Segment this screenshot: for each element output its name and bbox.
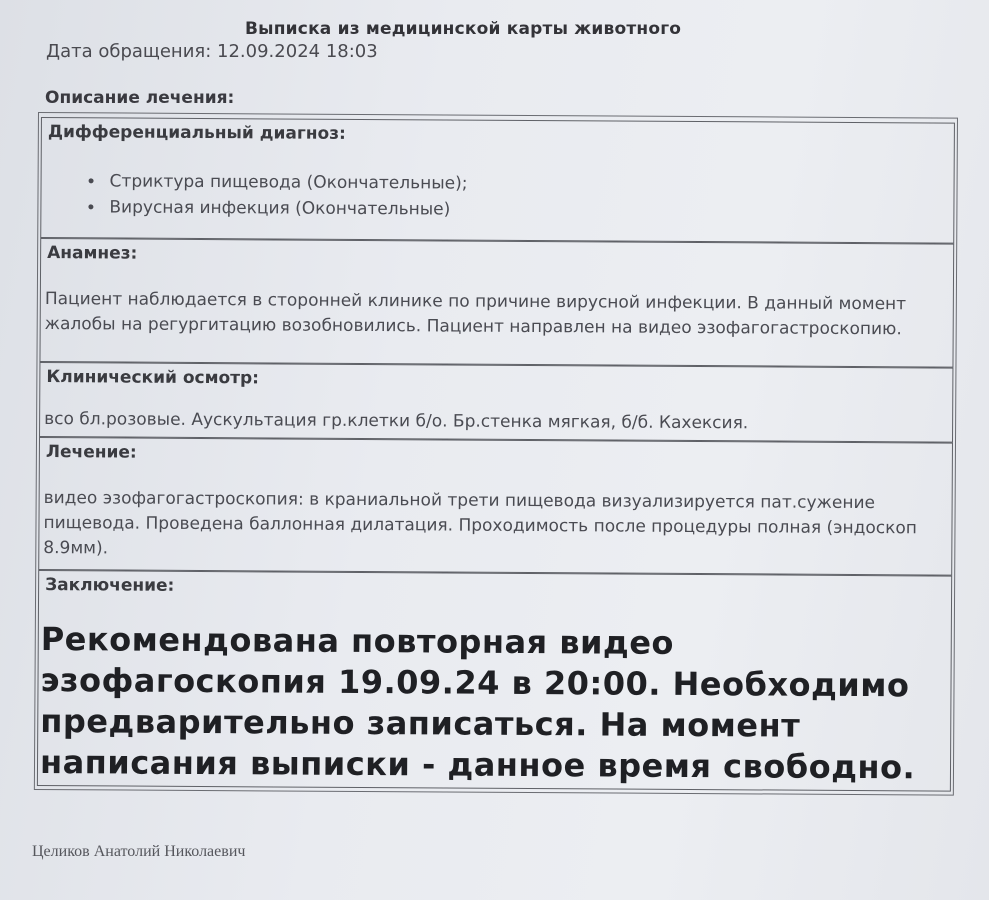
differential-diagnosis-label: Дифференциальный диагноз:: [47, 122, 346, 144]
anamnesis-section: [39, 238, 954, 368]
treatment-table: [34, 112, 958, 796]
clinical-exam-text: всо бл.розовые. Аускультация гр.клетки б/о. Бр.стенка мягкая, б/б. Кахексия.: [44, 409, 749, 434]
visit-date: [46, 41, 378, 62]
visit-date-label: Дата обращения:: [46, 41, 212, 62]
treatment-description-heading: Описание лечения:: [45, 88, 235, 108]
differential-diagnosis-section: [40, 117, 955, 244]
anamnesis-text: Пациент наблюдается в сторонней клинике по причине вирусной инфекции. В данный момент жалобы на регургитацию возобновились. Пациент направлен на видео эзофагогастроскопию.: [44, 289, 907, 340]
conclusion-label: Заключение:: [45, 575, 175, 596]
diagnosis-item: • Вирусная инфекция (Окончательные): [105, 194, 467, 222]
clinical-exam-label: Клинический осмотр:: [46, 367, 260, 389]
doctor-signature: Целиков Анатолий Николаевич: [32, 843, 246, 860]
conclusion-section: [37, 570, 952, 792]
treatment-section: [38, 437, 953, 576]
treatment-text: видео эзофагогастроскопия: в краниальной трети пищевода визуализируется пат.сужение пищевода. Проведена баллонная дилатация. Проходимость после процедуры полная (эндоскоп 8.9мм).: [43, 488, 917, 559]
visit-date-value: 12.09.2024 18:03: [217, 41, 378, 62]
clinical-exam-section: [39, 362, 953, 443]
treatment-label: Лечение:: [45, 442, 137, 463]
conclusion-text: Рекомендована повторная видео эзофагоскопия 19.09.24 в 20:00. Необходимо предварительно записаться. На момент написания выписки - данное время свободно.: [39, 620, 916, 787]
document-title: Выписка из медицинской карты животного: [245, 19, 682, 39]
anamnesis-label: Анамнез:: [47, 243, 138, 264]
diagnosis-list: [81, 168, 467, 222]
diagnosis-item: • Стриктура пищевода (Окончательные);: [105, 168, 467, 196]
